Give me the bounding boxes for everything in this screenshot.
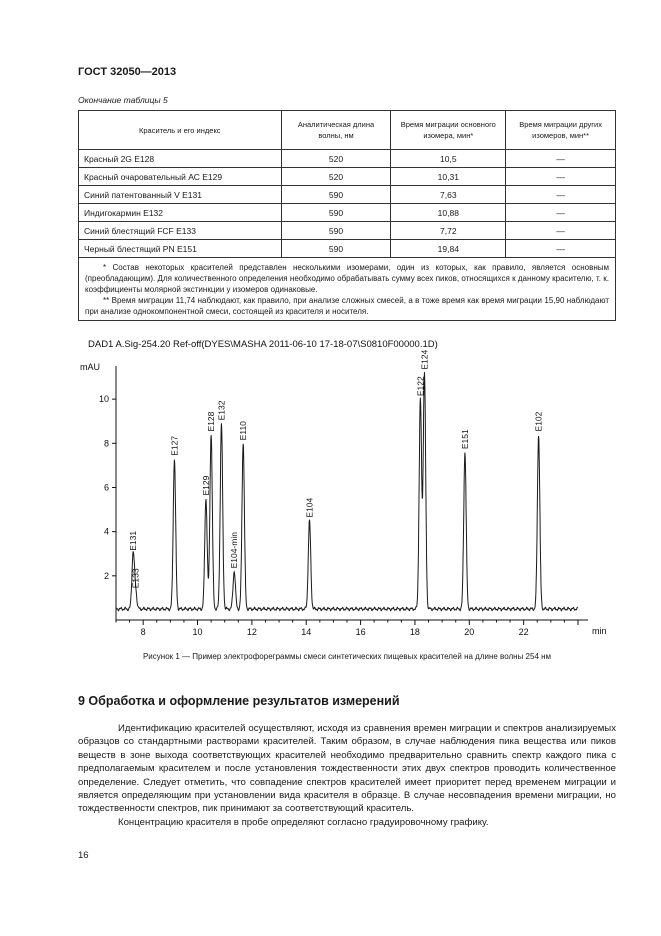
x-tick-label: 18 bbox=[409, 627, 420, 637]
table-row bbox=[79, 186, 616, 204]
peak-label: E104-min bbox=[229, 532, 240, 569]
peak-label: E128 bbox=[206, 411, 217, 432]
peak-label: E133 bbox=[130, 568, 141, 589]
wavelength: 590 bbox=[281, 204, 391, 222]
table-row bbox=[79, 150, 616, 168]
wavelength: 520 bbox=[281, 150, 391, 168]
x-tick-label: 20 bbox=[464, 627, 475, 637]
dye-name: Черный блестящий PN Е151 bbox=[79, 240, 282, 258]
x-tick-label: 16 bbox=[355, 627, 366, 637]
table-header-row bbox=[79, 111, 616, 150]
migration-time: 7,72 bbox=[391, 222, 506, 240]
peak-label: E124 bbox=[419, 349, 430, 370]
x-tick-label: 14 bbox=[301, 627, 312, 637]
signal-trace bbox=[116, 372, 578, 611]
wavelength: 520 bbox=[281, 168, 391, 186]
peak-label: E129 bbox=[200, 475, 211, 496]
x-axis-label: min bbox=[592, 626, 607, 636]
migration-time: 10,31 bbox=[391, 168, 506, 186]
column-header: Время миграции основного изомера, мин* bbox=[391, 111, 506, 150]
other-isomers-time: — bbox=[506, 168, 616, 186]
section-title: 9 Обработка и оформление результатов измерений bbox=[78, 694, 400, 708]
document-code: ГОСТ 32050—2013 bbox=[78, 66, 177, 78]
wavelength: 590 bbox=[281, 186, 391, 204]
dye-table bbox=[78, 110, 616, 321]
peak-label: E104 bbox=[304, 497, 315, 518]
x-tick-label: 10 bbox=[192, 627, 203, 637]
column-header: Краситель и его индекс bbox=[79, 111, 282, 150]
column-header: Время миграции других изомеров, мин** bbox=[506, 111, 616, 150]
other-isomers-time: — bbox=[506, 222, 616, 240]
migration-time: 10,5 bbox=[391, 150, 506, 168]
dye-name: Красный 2G Е128 bbox=[79, 150, 282, 168]
peak-label: E110 bbox=[238, 421, 249, 441]
dye-name: Красный очаровательный АС Е129 bbox=[79, 168, 282, 186]
table-notes bbox=[79, 258, 616, 321]
wavelength: 590 bbox=[281, 222, 391, 240]
x-tick-label: 8 bbox=[140, 627, 146, 637]
peak-label: E122 bbox=[415, 376, 426, 397]
electropherogram-chart bbox=[78, 336, 616, 646]
peak-label: E102 bbox=[533, 411, 544, 432]
migration-time: 19,84 bbox=[391, 240, 506, 258]
table-note: ** Время миграции 11,74 наблюдают, как правило, при анализе сложных смесей, а в тоже время как время миграции 15,90 наблюдают при анализе однокомпонентной смеси, состоящей из красителя и носителя. bbox=[85, 296, 609, 316]
migration-time: 7,63 bbox=[391, 186, 506, 204]
y-tick-label: 6 bbox=[103, 482, 109, 493]
migration-time: 10,88 bbox=[391, 204, 506, 222]
y-axis-label: mAU bbox=[80, 362, 100, 372]
section-body bbox=[78, 722, 616, 829]
x-tick-label: 12 bbox=[246, 627, 257, 637]
table-note: * Состав некоторых красителей представлен несколькими изомерами, один из которых, как правило, является основным (преобладающим). Для количественного определения необходимо обрабатывать сумму всех пиков, относящихся к данному красителю, т. к. коэффициенты молярной экстинкции у изомеров одинаковые. bbox=[85, 263, 609, 294]
figure-caption: Рисунок 1 — Пример электрофореграммы смеси синтетических пищевых красителей на длине волны 254 нм bbox=[142, 652, 552, 661]
table-notes-row bbox=[79, 258, 616, 321]
peak-label: E127 bbox=[169, 435, 180, 456]
dye-name: Синий блестящий FCF Е133 bbox=[79, 222, 282, 240]
dye-name: Индигокармин Е132 bbox=[79, 204, 282, 222]
table-caption: Окончание таблицы 5 bbox=[78, 95, 168, 105]
wavelength: 590 bbox=[281, 240, 391, 258]
x-tick-label: 22 bbox=[518, 627, 529, 637]
peak-label: E151 bbox=[459, 429, 470, 450]
other-isomers-time: — bbox=[506, 240, 616, 258]
table-row bbox=[79, 204, 616, 222]
table-row bbox=[79, 240, 616, 258]
table-row bbox=[79, 222, 616, 240]
peak-label: E131 bbox=[128, 530, 139, 551]
chart-title: DAD1 A.Sig-254.20 Ref-off(DYES\MASHA 2011-06-10 17-18-07\S0810F00000.1D) bbox=[88, 339, 438, 350]
y-tick-label: 10 bbox=[98, 394, 109, 405]
peak-label: E132 bbox=[216, 400, 227, 421]
y-tick-label: 8 bbox=[103, 438, 109, 449]
dye-name: Синий патентованный V Е131 bbox=[79, 186, 282, 204]
page-number: 16 bbox=[78, 850, 89, 861]
y-tick-label: 2 bbox=[103, 570, 109, 581]
table-row bbox=[79, 168, 616, 186]
other-isomers-time: — bbox=[506, 204, 616, 222]
other-isomers-time: — bbox=[506, 186, 616, 204]
column-header: Аналитическая длина волны, нм bbox=[281, 111, 391, 150]
y-tick-label: 4 bbox=[103, 526, 109, 537]
paragraph: Идентификацию красителей осуществляют, исходя из сравнения времен миграции и спектров анализируемых образцов со стандартными растворами красителей. Таким образом, в случае наблюдения пика вещества или пиков веществ в зоне выхода соответствующих красителей необходимо предварительно сравнить спектр каждого пика с предполагаемым красителем и после установления тождественности этих двух спектров проводить количественное определение. Следует отметить, что совпадение спектров красителей имеет приоритет перед временем миграции и является определяющим при установлении вида красителя в образце. В случае несовпадения времени миграции, но тождественности спектров, пик принимают за соответствующий краситель. bbox=[78, 723, 616, 815]
other-isomers-time: — bbox=[506, 150, 616, 168]
paragraph: Концентрацию красителя в пробе определяют согласно градуировочному графику. bbox=[118, 816, 489, 828]
